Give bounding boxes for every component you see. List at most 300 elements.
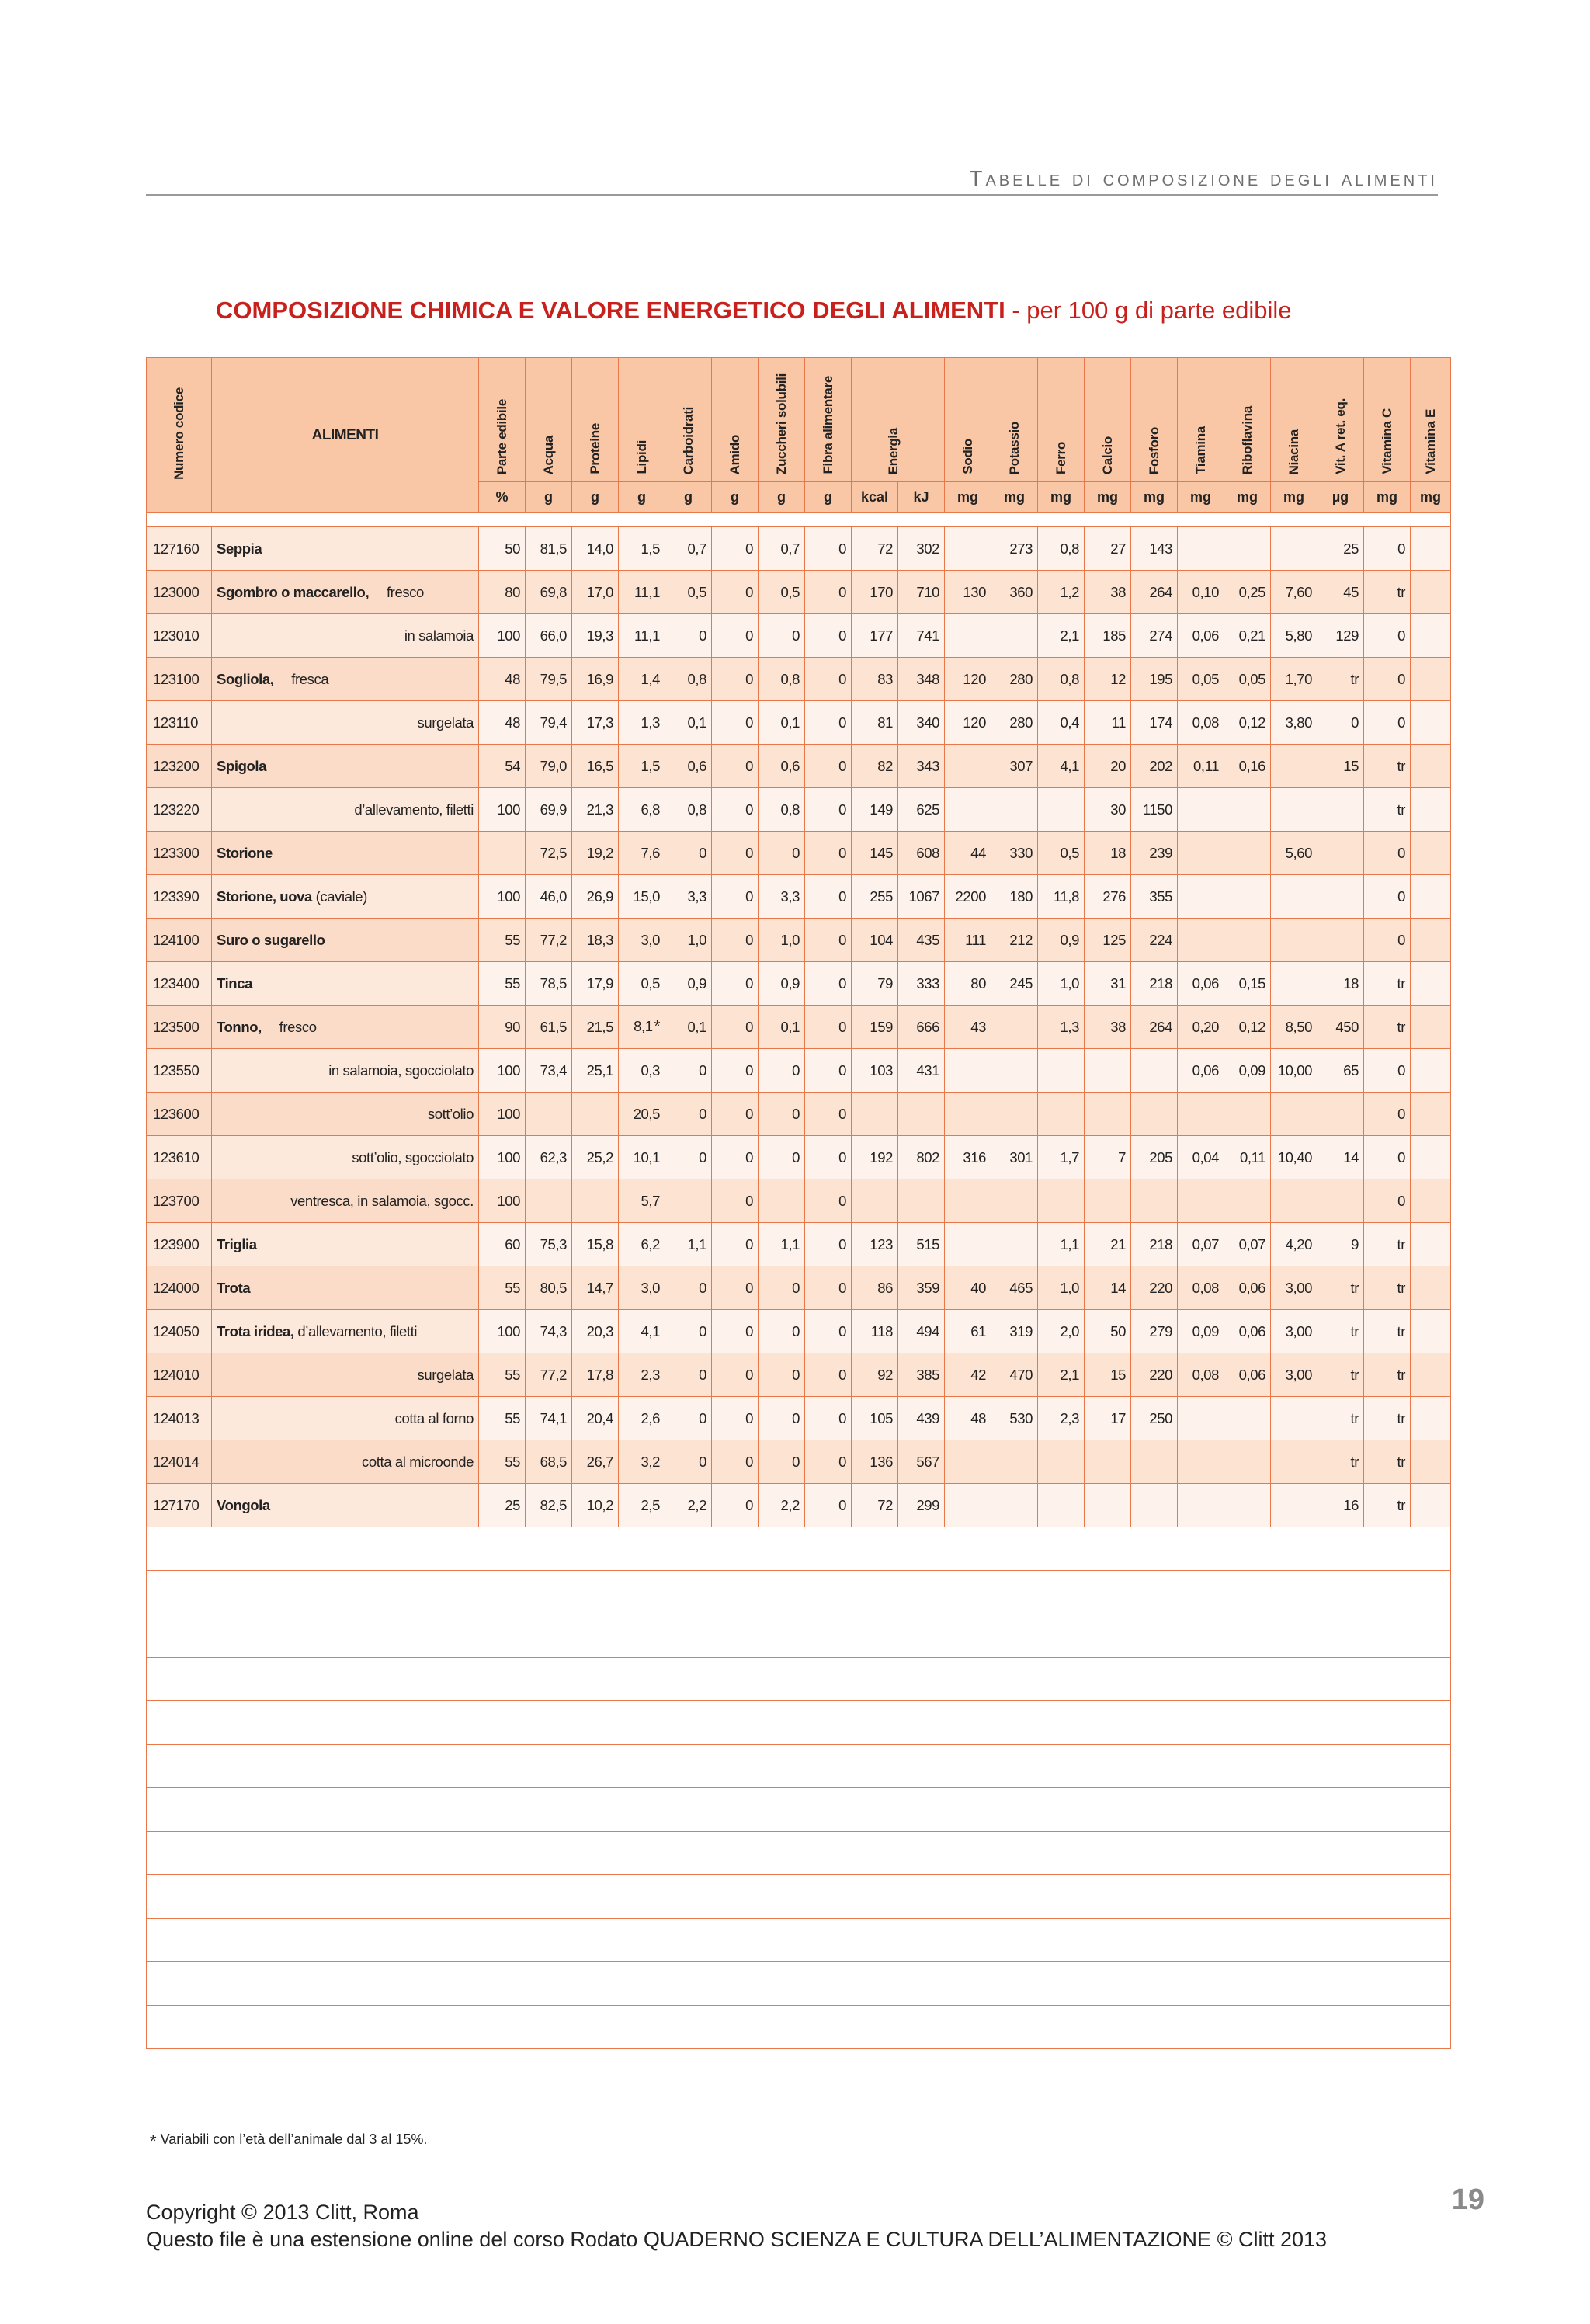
food-code: 123390 — [147, 875, 212, 919]
value-cell — [572, 1093, 619, 1136]
value-cell: 299 — [898, 1484, 945, 1527]
header-lipidi: Lipidi — [619, 358, 665, 482]
value-cell — [1224, 1397, 1271, 1440]
food-variant: surgelata — [417, 1366, 474, 1383]
table-row — [147, 1397, 1451, 1440]
page-number: 19 — [1451, 2183, 1484, 2216]
unit-cell: g — [712, 482, 759, 513]
unit-cell: mg — [1038, 482, 1085, 513]
value-cell: 143 — [1131, 527, 1178, 571]
value-cell: 5,60 — [1271, 832, 1317, 875]
value-cell: 0,08 — [1178, 1353, 1224, 1397]
unit-cell: µg — [1317, 482, 1364, 513]
value-cell: 0,09 — [1178, 1310, 1224, 1353]
value-cell: 0,5 — [665, 571, 712, 614]
copyright-line-2: Questo file è una estensione online del corso Rodato QUADERNO SCIENZA E CULTURA DELL’ALIMENTAZIONE © Clitt 2013 — [146, 2228, 1328, 2251]
value-cell: 130 — [945, 571, 991, 614]
value-cell: 61 — [945, 1310, 991, 1353]
value-cell: 120 — [945, 701, 991, 745]
value-cell: 0 — [712, 875, 759, 919]
food-code: 123600 — [147, 1093, 212, 1136]
value-cell — [1411, 1006, 1451, 1049]
value-cell — [1178, 1093, 1224, 1136]
value-cell — [1131, 1484, 1178, 1527]
value-cell: tr — [1364, 1006, 1411, 1049]
value-cell: 80,5 — [526, 1266, 572, 1310]
value-cell: 0 — [1364, 614, 1411, 658]
value-cell: 0,8 — [665, 788, 712, 832]
value-cell: 105 — [852, 1397, 898, 1440]
table-row — [147, 788, 1451, 832]
value-cell — [1224, 1484, 1271, 1527]
value-cell — [572, 1179, 619, 1223]
table-row — [147, 1093, 1451, 1136]
value-cell: 340 — [898, 701, 945, 745]
value-cell: 355 — [1131, 875, 1178, 919]
value-cell — [991, 788, 1038, 832]
value-cell: 0 — [1364, 1049, 1411, 1093]
value-cell: 245 — [991, 962, 1038, 1006]
value-cell: 0 — [712, 919, 759, 962]
empty-row — [147, 1832, 1451, 1875]
value-cell — [945, 1484, 991, 1527]
value-cell — [1411, 788, 1451, 832]
value-cell: 79,5 — [526, 658, 572, 701]
running-header — [146, 160, 1438, 196]
header-niacina: Niacina — [1271, 358, 1317, 482]
value-cell — [1271, 1484, 1317, 1527]
value-cell: 224 — [1131, 919, 1178, 962]
value-cell: 62,3 — [526, 1136, 572, 1179]
food-code: 123900 — [147, 1223, 212, 1266]
header-acqua: Acqua — [526, 358, 572, 482]
food-code: 124050 — [147, 1310, 212, 1353]
running-header-text: Tabelle di composizione degli alimenti — [969, 166, 1438, 190]
food-name-main: Storione — [217, 844, 273, 861]
value-cell: 0,6 — [759, 745, 805, 788]
value-cell: 0,07 — [1224, 1223, 1271, 1266]
food-name-main: Seppia — [217, 540, 262, 557]
value-cell — [1038, 1049, 1085, 1093]
food-name-detail: fresco — [386, 583, 424, 600]
value-cell: 319 — [991, 1310, 1038, 1353]
value-cell: 43 — [945, 1006, 991, 1049]
value-cell: 0 — [1364, 658, 1411, 701]
value-cell: 0 — [805, 1397, 852, 1440]
food-name-detail: fresco — [279, 1018, 317, 1035]
value-cell: 25,1 — [572, 1049, 619, 1093]
value-cell: 5,80 — [1271, 614, 1317, 658]
food-name — [212, 701, 479, 745]
food-name — [212, 1049, 479, 1093]
unit-cell: mg — [1411, 482, 1451, 513]
value-cell: 0,9 — [665, 962, 712, 1006]
food-code: 127160 — [147, 527, 212, 571]
value-cell: 3,0 — [619, 1266, 665, 1310]
value-cell: 46,0 — [526, 875, 572, 919]
value-cell: 17,0 — [572, 571, 619, 614]
value-cell — [1317, 832, 1364, 875]
value-cell — [1411, 701, 1451, 745]
value-cell — [759, 1179, 805, 1223]
food-name — [212, 1006, 479, 1049]
header-code: Numero codice — [147, 358, 212, 513]
unit-cell: g — [759, 482, 805, 513]
value-cell: 0 — [805, 658, 852, 701]
value-cell: 86 — [852, 1266, 898, 1310]
value-cell: 80 — [945, 962, 991, 1006]
value-cell: 0 — [665, 1093, 712, 1136]
empty-row — [147, 1962, 1451, 2006]
value-cell: 2200 — [945, 875, 991, 919]
value-cell: 1,0 — [1038, 1266, 1085, 1310]
table-row — [147, 1136, 1451, 1179]
food-code: 123610 — [147, 1136, 212, 1179]
copyright-line-1: Copyright © 2013 Clitt, Roma — [146, 2201, 419, 2224]
value-cell: tr — [1364, 1266, 1411, 1310]
value-cell: 77,2 — [526, 1353, 572, 1397]
value-cell: 21,3 — [572, 788, 619, 832]
value-cell: 8,50 — [1271, 1006, 1317, 1049]
unit-cell: kJ — [898, 482, 945, 513]
value-cell: 3,0 — [619, 919, 665, 962]
value-cell — [1131, 1049, 1178, 1093]
value-cell: 0,06 — [1178, 962, 1224, 1006]
value-cell: 54 — [479, 745, 526, 788]
food-name — [212, 1440, 479, 1484]
value-cell: 220 — [1131, 1353, 1178, 1397]
value-cell: 0 — [712, 1179, 759, 1223]
value-cell — [852, 1093, 898, 1136]
table-row — [147, 875, 1451, 919]
value-cell: 4,20 — [1271, 1223, 1317, 1266]
value-cell: 3,3 — [759, 875, 805, 919]
value-cell: 104 — [852, 919, 898, 962]
header-row — [147, 358, 1451, 482]
value-cell: 264 — [1131, 571, 1178, 614]
food-name-main: Tonno, — [217, 1018, 262, 1035]
value-cell: 69,8 — [526, 571, 572, 614]
value-cell — [665, 1179, 712, 1223]
value-cell: 0,1 — [665, 1006, 712, 1049]
value-cell — [945, 1049, 991, 1093]
value-cell: 79,0 — [526, 745, 572, 788]
value-cell: tr — [1364, 1310, 1411, 1353]
value-cell: 385 — [898, 1353, 945, 1397]
value-cell — [1411, 962, 1451, 1006]
food-variant: cotta al microonde — [362, 1453, 474, 1470]
table-row — [147, 962, 1451, 1006]
value-cell: 4,1 — [619, 1310, 665, 1353]
value-cell: 0 — [805, 1049, 852, 1093]
value-cell: 40 — [945, 1266, 991, 1310]
value-cell — [1131, 1179, 1178, 1223]
value-cell: 1067 — [898, 875, 945, 919]
food-variant: in salamoia, sgocciolato — [328, 1061, 474, 1079]
value-cell: 0,8 — [665, 658, 712, 701]
value-cell — [1131, 1093, 1178, 1136]
value-cell: 0 — [665, 1049, 712, 1093]
value-cell: 16 — [1317, 1484, 1364, 1527]
value-cell: tr — [1364, 1484, 1411, 1527]
value-cell — [1271, 875, 1317, 919]
food-name — [212, 614, 479, 658]
value-cell: 0 — [712, 614, 759, 658]
value-cell: 16,9 — [572, 658, 619, 701]
value-cell: 330 — [991, 832, 1038, 875]
value-cell — [1271, 1440, 1317, 1484]
value-cell: 3,80 — [1271, 701, 1317, 745]
value-cell — [1411, 875, 1451, 919]
value-cell — [1178, 1484, 1224, 1527]
value-cell: 159 — [852, 1006, 898, 1049]
page-title-main: COMPOSIZIONE CHIMICA E VALORE ENERGETICO DEGLI ALIMENTI — [216, 297, 1005, 324]
table-row — [147, 1310, 1451, 1353]
value-cell: 15,0 — [619, 875, 665, 919]
food-name-detail: (caviale) — [315, 888, 367, 905]
value-cell — [1085, 1093, 1131, 1136]
value-cell: 0 — [805, 745, 852, 788]
value-cell: 55 — [479, 1440, 526, 1484]
value-cell — [1411, 1440, 1451, 1484]
unit-cell: g — [526, 482, 572, 513]
value-cell: 0,04 — [1178, 1136, 1224, 1179]
value-cell — [1038, 1440, 1085, 1484]
value-cell — [1411, 832, 1451, 875]
table-row — [147, 658, 1451, 701]
header-parte-edibile: Parte edibile — [479, 358, 526, 482]
value-cell: 83 — [852, 658, 898, 701]
value-cell: 279 — [1131, 1310, 1178, 1353]
value-cell: 0,6 — [665, 745, 712, 788]
value-cell: 0 — [712, 1266, 759, 1310]
value-cell: 19,3 — [572, 614, 619, 658]
value-cell: 69,9 — [526, 788, 572, 832]
value-cell: 78,5 — [526, 962, 572, 1006]
food-variant: sott’olio — [427, 1105, 474, 1122]
value-cell: 2,2 — [759, 1484, 805, 1527]
value-cell: 0 — [805, 1310, 852, 1353]
value-cell: 180 — [991, 875, 1038, 919]
value-cell: 0 — [805, 919, 852, 962]
value-cell: 608 — [898, 832, 945, 875]
footnote-star: * — [150, 2131, 157, 2151]
food-name-main: Trota iridea, — [217, 1322, 294, 1339]
value-cell — [1411, 658, 1451, 701]
food-code: 127170 — [147, 1484, 212, 1527]
value-cell: tr — [1317, 1353, 1364, 1397]
header-energia: Energia — [852, 358, 945, 482]
value-cell: 0 — [665, 1136, 712, 1179]
value-cell: 1150 — [1131, 788, 1178, 832]
table-row — [147, 1353, 1451, 1397]
value-cell: 6,8 — [619, 788, 665, 832]
value-cell: 280 — [991, 658, 1038, 701]
value-cell: 802 — [898, 1136, 945, 1179]
value-cell: 25 — [479, 1484, 526, 1527]
value-cell: 111 — [945, 919, 991, 962]
value-cell: 567 — [898, 1440, 945, 1484]
value-cell: 0 — [712, 832, 759, 875]
value-cell — [1317, 1093, 1364, 1136]
value-cell: 3,00 — [1271, 1310, 1317, 1353]
value-cell: 0 — [805, 788, 852, 832]
value-cell: tr — [1364, 571, 1411, 614]
value-cell — [945, 614, 991, 658]
value-cell — [1224, 1179, 1271, 1223]
value-cell: 0 — [712, 1397, 759, 1440]
header-amido: Amido — [712, 358, 759, 482]
food-name — [212, 1093, 479, 1136]
header-fosforo: Fosforo — [1131, 358, 1178, 482]
food-name — [212, 1266, 479, 1310]
food-name — [212, 1179, 479, 1223]
food-code: 123550 — [147, 1049, 212, 1093]
value-cell: 0 — [712, 1049, 759, 1093]
value-cell — [1271, 919, 1317, 962]
composition-table — [146, 357, 1451, 2049]
value-cell: 530 — [991, 1397, 1038, 1440]
value-cell: 145 — [852, 832, 898, 875]
value-cell — [1411, 919, 1451, 962]
value-cell: 250 — [1131, 1397, 1178, 1440]
value-cell — [1224, 875, 1271, 919]
value-cell: 55 — [479, 962, 526, 1006]
value-cell: 38 — [1085, 1006, 1131, 1049]
value-cell: 26,7 — [572, 1440, 619, 1484]
value-cell — [1411, 1353, 1451, 1397]
value-cell — [1178, 1397, 1224, 1440]
value-cell — [1038, 1179, 1085, 1223]
value-cell: 79 — [852, 962, 898, 1006]
value-cell — [1411, 1136, 1451, 1179]
food-name-main: Tinca — [217, 974, 252, 992]
value-cell — [1085, 1179, 1131, 1223]
value-cell: 0 — [712, 1093, 759, 1136]
value-cell: 0 — [805, 1136, 852, 1179]
value-cell: 273 — [991, 527, 1038, 571]
value-cell: 5,7 — [619, 1179, 665, 1223]
value-cell: 2,5 — [619, 1484, 665, 1527]
value-cell — [945, 1223, 991, 1266]
value-cell — [526, 1179, 572, 1223]
value-cell — [1178, 527, 1224, 571]
value-cell — [1271, 1179, 1317, 1223]
value-cell — [991, 1006, 1038, 1049]
value-cell: 0,4 — [1038, 701, 1085, 745]
empty-rows — [147, 1527, 1451, 2049]
food-name — [212, 1397, 479, 1440]
value-cell — [1411, 745, 1451, 788]
value-cell: 0,5 — [619, 962, 665, 1006]
food-name — [212, 527, 479, 571]
value-cell: 72,5 — [526, 832, 572, 875]
value-cell — [1411, 1484, 1451, 1527]
food-name-main: Trota — [217, 1279, 251, 1296]
value-cell: tr — [1364, 745, 1411, 788]
value-cell: 65 — [1317, 1049, 1364, 1093]
value-cell: 100 — [479, 1179, 526, 1223]
footnote-text: Variabili con l’età dell’animale dal 3 al 15%. — [156, 2131, 428, 2147]
value-cell — [991, 1223, 1038, 1266]
food-variant: surgelata — [417, 714, 474, 731]
food-code: 123000 — [147, 571, 212, 614]
value-cell: 0 — [712, 1353, 759, 1397]
value-cell: tr — [1364, 788, 1411, 832]
value-cell: 50 — [479, 527, 526, 571]
value-cell: 44 — [945, 832, 991, 875]
value-cell: 0 — [1364, 1136, 1411, 1179]
value-cell: 625 — [898, 788, 945, 832]
food-code: 124013 — [147, 1397, 212, 1440]
value-cell — [1411, 1093, 1451, 1136]
value-cell: 21,5 — [572, 1006, 619, 1049]
value-cell: 55 — [479, 1397, 526, 1440]
value-cell: 0,12 — [1224, 1006, 1271, 1049]
value-cell: 25,2 — [572, 1136, 619, 1179]
value-cell — [1411, 1310, 1451, 1353]
value-cell: 0 — [759, 1440, 805, 1484]
value-cell — [1178, 875, 1224, 919]
value-cell — [1271, 527, 1317, 571]
value-cell: 0 — [805, 1484, 852, 1527]
value-cell — [991, 614, 1038, 658]
value-cell: 48 — [479, 658, 526, 701]
empty-row — [147, 1527, 1451, 1571]
value-cell: 0,11 — [1224, 1136, 1271, 1179]
table-row — [147, 614, 1451, 658]
value-cell: 0 — [805, 1223, 852, 1266]
value-cell: 14,0 — [572, 527, 619, 571]
value-cell: 72 — [852, 1484, 898, 1527]
value-cell — [1224, 1440, 1271, 1484]
value-cell: 264 — [1131, 1006, 1178, 1049]
value-cell: 75,3 — [526, 1223, 572, 1266]
value-cell — [1038, 1093, 1085, 1136]
value-cell: 149 — [852, 788, 898, 832]
value-cell: 2,1 — [1038, 1353, 1085, 1397]
value-cell — [1224, 919, 1271, 962]
value-cell: 100 — [479, 1136, 526, 1179]
value-cell — [1411, 1049, 1451, 1093]
value-cell: 18,3 — [572, 919, 619, 962]
unit-cell: mg — [1178, 482, 1224, 513]
value-cell: 0 — [805, 832, 852, 875]
value-cell: 0 — [1364, 1179, 1411, 1223]
value-cell: 0,08 — [1178, 701, 1224, 745]
value-cell: 1,4 — [619, 658, 665, 701]
value-cell: 82 — [852, 745, 898, 788]
value-cell: 1,1 — [759, 1223, 805, 1266]
value-cell: 343 — [898, 745, 945, 788]
value-cell: 90 — [479, 1006, 526, 1049]
value-cell: 0 — [712, 1136, 759, 1179]
value-cell: 0 — [712, 962, 759, 1006]
value-cell: 301 — [991, 1136, 1038, 1179]
table-row — [147, 1049, 1451, 1093]
table-row — [147, 1440, 1451, 1484]
value-cell: 100 — [479, 788, 526, 832]
value-cell: 66,0 — [526, 614, 572, 658]
value-cell — [898, 1179, 945, 1223]
value-cell: 0 — [805, 1266, 852, 1310]
food-code: 123100 — [147, 658, 212, 701]
value-cell: 136 — [852, 1440, 898, 1484]
unit-cell: g — [805, 482, 852, 513]
value-cell — [1085, 1484, 1131, 1527]
value-cell: 348 — [898, 658, 945, 701]
value-cell: 0 — [805, 571, 852, 614]
